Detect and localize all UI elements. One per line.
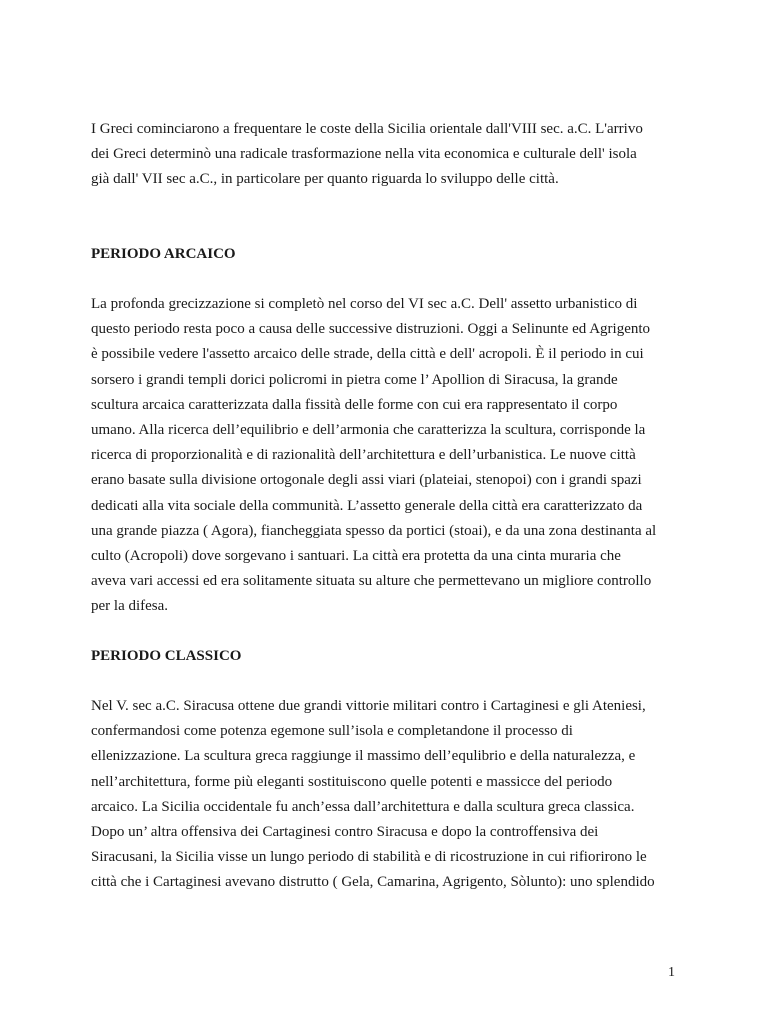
text-line: umano. Alla ricerca dell’equilibrio e dell’armonia che caratterizza la scultura, corrisponde la xyxy=(91,422,646,439)
text-line: arcaico. La Sicilia occidentale fu anch’essa dall’architettura e dalla scultura greca classica. xyxy=(91,798,635,815)
section-heading-arcaico: PERIODO ARCAICO xyxy=(91,246,236,262)
text-line: dedicati alla vita sociale della communità. L’assetto generale della città era caratterizzato da xyxy=(91,497,643,514)
page-number: 1 xyxy=(668,965,675,980)
text-line: è possibile vedere l'assetto arcaico delle strade, della città e dell' acropoli. È il periodo in cui xyxy=(91,346,644,363)
text-line: Siracusani, la Sicilia visse un lungo periodo di stabilità e di ricostruzione in cui rifiorirono le xyxy=(91,849,647,866)
arcaico-paragraph xyxy=(91,292,656,620)
text-line: Dopo un’ altra offensiva dei Cartaginesi contro Siracusa e dopo la controffensiva dei xyxy=(91,824,599,841)
text-line: nell’architettura, forme più eleganti sostituiscono quelle potenti e massicce del periodo xyxy=(91,773,613,790)
text-line: aveva vari accessi ed era solitamente situata su alture che permettevano un migliore controllo xyxy=(91,573,652,590)
text-line: una grande piazza ( Agora), fiancheggiata spesso da portici (stoai), e da una zona destinanta al xyxy=(91,522,657,539)
text-line: ricerca di proporzionalità e di razionalità dell’architettura e dell’urbanistica. Le nuove città xyxy=(91,447,636,464)
text-line: questo periodo resta poco a causa delle successive distruzioni. Oggi a Selinunte ed Agrigento xyxy=(91,321,651,338)
intro-paragraph xyxy=(91,117,643,193)
text-line: La profonda grecizzazione si completò nel corso del VI sec a.C. Dell' assetto urbanistico di xyxy=(91,296,638,312)
text-line: confermandosi come potenza egemone sull’isola e completandone il processo di xyxy=(91,723,573,740)
text-line: erano basate sulla divisione ortogonale degli assi viari (plateiai, stenopoi) con i grandi spazi xyxy=(91,472,642,489)
text-line: culto (Acropoli) dove sorgevano i santuari. La città era protetta da una cinta muraria che xyxy=(91,548,621,565)
text-line: città che i Cartaginesi avevano distrutto ( Gela, Camarina, Agrigento, Sòlunto): uno splendido xyxy=(91,874,655,891)
section-heading-classico: PERIODO CLASSICO xyxy=(91,648,242,664)
text-line: dei Greci determinò una radicale trasformazione nella vita economica e culturale dell' isola xyxy=(91,146,637,163)
text-line: Nel V. sec a.C. Siracusa ottene due grandi vittorie militari contro i Cartaginesi e gli Ateniesi, xyxy=(91,698,646,714)
classico-paragraph xyxy=(91,694,655,896)
text-line: I Greci cominciarono a frequentare le coste della Sicilia orientale dall'VIII sec. a.C. L'arrivo xyxy=(91,121,643,137)
text-line: per la difesa. xyxy=(91,598,169,615)
text-line: già dall' VII sec a.C., in particolare per quanto riguarda lo sviluppo delle città. xyxy=(91,171,559,188)
text-line: scultura arcaica caratterizzata dalla fissità delle forme con cui era rappresentato il corpo xyxy=(91,396,618,413)
text-line: sorsero i grandi templi dorici policromi in pietra come l’ Apollion di Siracusa, la grande xyxy=(91,371,618,388)
text-line: ellenizzazione. La scultura greca raggiunge il massimo dell’equlibrio e della naturalezza, e xyxy=(91,748,636,765)
